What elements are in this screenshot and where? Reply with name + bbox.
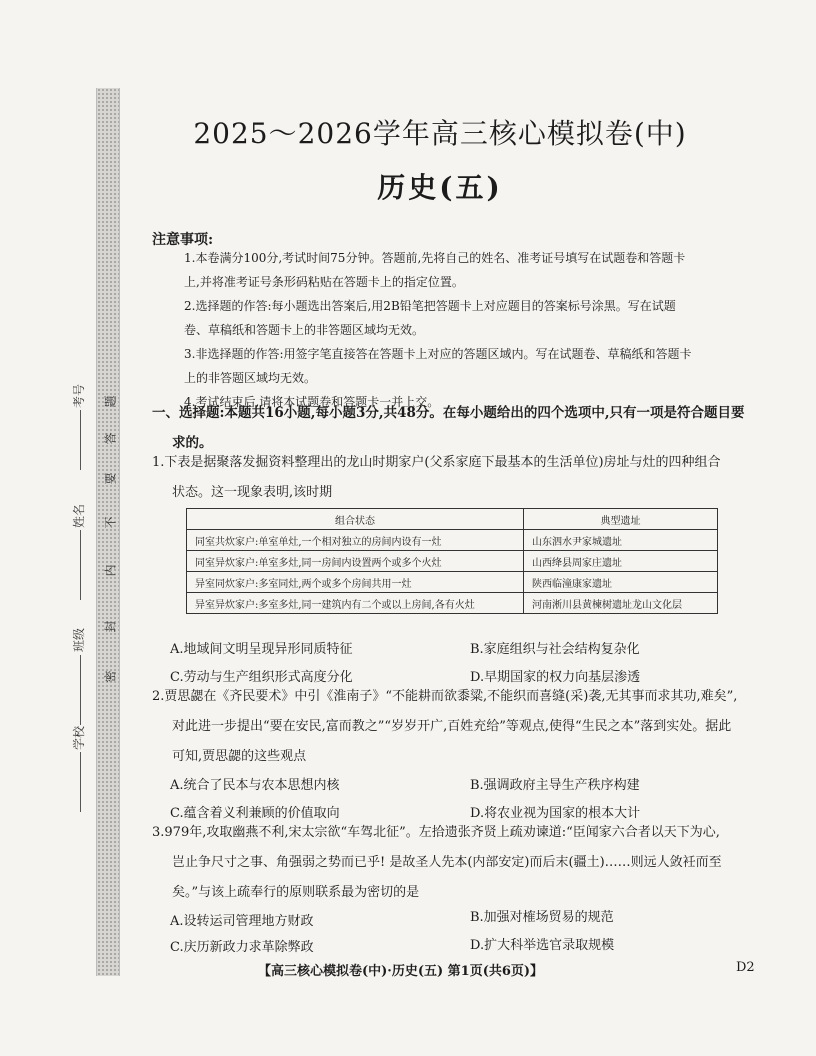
question-2-option-c[interactable]: C.蕴含着义利兼顾的价值取向 bbox=[170, 806, 340, 821]
page-footer: 【高三核心模拟卷(中)·历史(五) 第1页(共6页)】 bbox=[258, 964, 544, 979]
question-1-table bbox=[186, 508, 718, 614]
exam-subtitle: 历史(五) bbox=[377, 171, 503, 204]
table-row bbox=[187, 530, 718, 551]
question-3-stem bbox=[152, 818, 772, 908]
seal-char: 题 bbox=[103, 395, 118, 408]
table-row bbox=[187, 551, 718, 572]
seal-char: 封 bbox=[103, 620, 118, 633]
school-label: 学校 bbox=[72, 725, 86, 750]
paper-code: D2 bbox=[736, 960, 755, 975]
question-line: 状态。这一现象表明,该时期 bbox=[172, 485, 333, 500]
question-2-option-d[interactable]: D.将农业视为国家的根本大计 bbox=[470, 806, 641, 821]
table-row bbox=[187, 593, 718, 614]
exam-no-label: 考号 bbox=[72, 383, 86, 408]
notice-line: 2.选择题的作答:每小题选出答案后,用2B铅笔把答题卡上对应题目的答案标号涂黑。写在试题 bbox=[184, 299, 676, 313]
question-line: 3.979年,攻取幽燕不利,宋太宗欲“车驾北征”。左拾遗张齐贤上疏劝谏道:“臣闻家六合者以天下为心, bbox=[152, 825, 720, 840]
seal-char: 内 bbox=[103, 564, 118, 577]
table-header: 组合状态 bbox=[187, 509, 524, 530]
notice-line: 上,并将准考证号条形码粘贴在答题卡上的指定位置。 bbox=[184, 275, 464, 289]
table-cell: 同室异炊家户:单室多灶,同一房间内设置两个或多个火灶 bbox=[187, 551, 524, 572]
question-1-option-a[interactable]: A.地域间文明呈现异形同质特征 bbox=[170, 642, 353, 657]
question-2-stem bbox=[152, 682, 772, 772]
question-1-option-d[interactable]: D.早期国家的权力向基层渗透 bbox=[470, 670, 641, 685]
class-label: 班级 bbox=[72, 627, 86, 652]
table-cell: 河南淅川县黄楝树遗址龙山文化层 bbox=[524, 593, 718, 614]
notice-line: 卷、草稿纸和答题卡上的非答题区域均无效。 bbox=[184, 323, 425, 337]
binding-strip bbox=[96, 88, 120, 976]
question-1-option-c[interactable]: C.劳动与生产组织形式高度分化 bbox=[170, 670, 353, 685]
section-line: 一、选择题:本题共16小题,每小题3分,共48分。在每小题给出的四个选项中,只有一项是符合题目要 bbox=[152, 405, 745, 421]
question-line: 可知,贾思勰的这些观点 bbox=[172, 749, 307, 764]
question-1-option-b[interactable]: B.家庭组织与社会结构复杂化 bbox=[470, 642, 640, 657]
table-cell: 山西绛县周家庄遗址 bbox=[524, 551, 718, 572]
name-label: 姓名 bbox=[72, 503, 86, 528]
table-cell: 异室同炊家户:多室同灶,两个或多个房间共用一灶 bbox=[187, 572, 524, 593]
question-1-stem bbox=[152, 448, 772, 508]
question-3-option-b[interactable]: B.加强对榷场贸易的规范 bbox=[470, 910, 614, 925]
question-3-option-c[interactable]: C.庆历新政力求革除弊政 bbox=[170, 940, 314, 955]
notice-line: 上的非答题区域均无效。 bbox=[184, 371, 317, 385]
seal-char: 密 bbox=[103, 670, 118, 683]
question-line: 1.下表是据聚落发掘资料整理出的龙山时期家户(父系家庭下最基本的生活单位)房址与灶的四种组合 bbox=[152, 455, 721, 470]
table-header: 典型遗址 bbox=[524, 509, 718, 530]
notice-line: 1.本卷满分100分,考试时间75分钟。答题前,先将自己的姓名、准考证号填写在试题卷和答题卡 bbox=[184, 251, 686, 265]
question-line: 岂止争尺寸之事、角强弱之势而已乎! 是故圣人先本(内部安定)而后末(疆土)……则远人敛衽而至 bbox=[172, 855, 722, 870]
name-line bbox=[80, 530, 81, 600]
table-cell: 异室异炊家户:多室多灶,同一建筑内有二个或以上房间,各有火灶 bbox=[187, 593, 524, 614]
question-line: 2.贾思勰在《齐民要术》中引《淮南子》“不能耕而欲黍粱,不能织而喜缝(采)袭,无其事而求其功,难矣”, bbox=[152, 689, 738, 704]
table-cell: 陕西临潼康家遗址 bbox=[524, 572, 718, 593]
class-line bbox=[80, 655, 81, 725]
notice-heading: 注意事项: bbox=[152, 232, 214, 248]
notice-line: 4.考试结束后,请将本试题卷和答题卡一并上交。 bbox=[184, 395, 440, 409]
notice-list bbox=[184, 246, 754, 414]
question-3-option-a[interactable]: A.设转运司管理地方财政 bbox=[170, 914, 314, 929]
seal-char: 答 bbox=[103, 432, 118, 445]
question-line: 矣。”与该上疏奉行的原则联系最为密切的是 bbox=[172, 885, 420, 900]
question-2-option-b[interactable]: B.强调政府主导生产秩序构建 bbox=[470, 778, 640, 793]
school-line bbox=[80, 752, 81, 812]
question-3-option-d[interactable]: D.扩大科举选官录取规模 bbox=[470, 938, 615, 953]
question-2-option-a[interactable]: A.统合了民本与农本思想内核 bbox=[170, 778, 340, 793]
table-header-row bbox=[187, 509, 718, 530]
table-cell: 同室共炊家户:单室单灶,一个相对独立的房间内设有一灶 bbox=[187, 530, 524, 551]
exam-title: 2025～2026学年高三核心模拟卷(中) bbox=[193, 117, 687, 150]
table-row bbox=[187, 572, 718, 593]
seal-char: 不 bbox=[103, 516, 118, 529]
question-line: 对此进一步提出“要在安民,富而教之”“岁岁开广,百姓充给”等观点,使得“生民之本”落到实处。据此 bbox=[172, 719, 732, 734]
exam-no-line bbox=[80, 410, 81, 470]
table-cell: 山东泗水尹家城遗址 bbox=[524, 530, 718, 551]
section-line: 求的。 bbox=[172, 435, 213, 451]
seal-char: 要 bbox=[103, 472, 118, 485]
notice-line: 3.非选择题的作答:用签字笔直接答在答题卡上对应的答题区域内。写在试题卷、草稿纸和答题卡 bbox=[184, 347, 692, 361]
